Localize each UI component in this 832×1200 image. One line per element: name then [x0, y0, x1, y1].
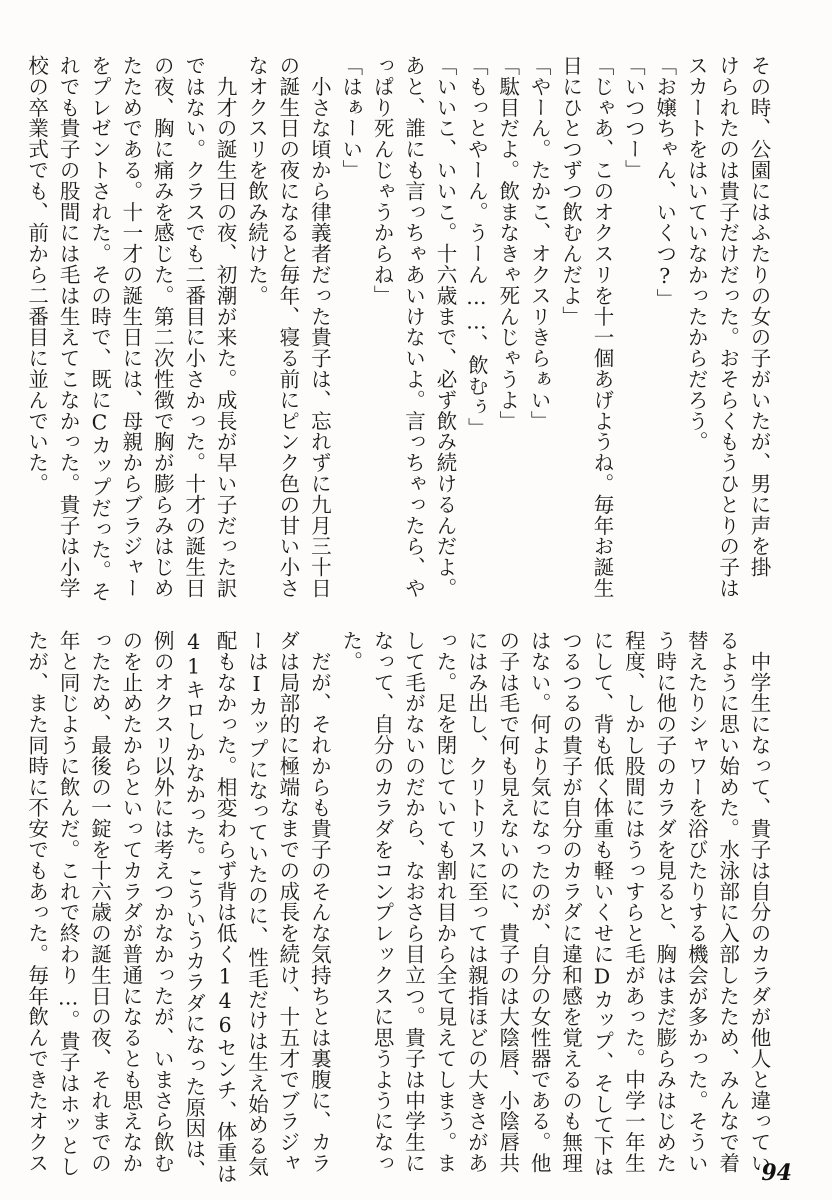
upper-text-block: その時、公園にはふたりの女の子がいたが、男に声を掛 けられたのは貴子だけだった。おそらくもうひとりの子は スカートをはいていなかったからだろう。 「お嬢ちゃん、いくつ?」 「いつつー」 「じゃあ、このオクスリを十一個あげようね。毎年お誕生 日にひとつずつ飲むんだよ」 「やーん。たかこ、オクスリきらぁい」 「駄目だよ。飲まなきゃ死んじゃうよ」 「もっとやーん。うーん……、飲むぅ」 「いいこ、いいこ。十六歳まで、必ず飲み続けるんだよ。 あと、誰にも言っちゃあいけないよ。言っちゃったら、や っぱり死んじゃうからね」 「はぁーい」 小さな頃から律義者だった貴子は、忘れずに九月三十日 の誕生日の夜になると毎年、寝る前にピンク色の甘い小さ なオクスリを飲み続けた。 九才の誕生日の夜、初潮が来た。成長が早い子だった訳 ではない。クラスでも二番目に小さかった。十才の誕生日 の夜、胸に痛みを感じた。第二次性徴で胸が膨らみはじめ たためである。十一才の誕生日には、母親からブラジャー をプレゼントされた。その時で、既にCカップだった。そ れでも貴子の股間には毛は生えてこなかった。貴子は小学 校の卒業式でも、前から二番目に並んでいた。 — [24, 55, 771, 602]
page-number: 94 — [761, 1160, 792, 1186]
lower-text-block: 中学生になって、貴子は自分のカラダが他人と違ってい るように思い始めた。水泳部に入部したため、みんなで着 替えたりシャワーを浴びたりする機会が多かった。そうい う時に他の子のカラダを見ると、胸はまだ膨らみはじめた 程度、しかし股間にはうっすらと毛があった。中学一年生 にして、背も低く体重も軽いくせにDカップ、そして下は つるつるの貴子が自分のカラダに違和感を覚えるのも無理 はない。何より気になったのが、自分の女性器である。他 の子は毛で何も見えないのに、貴子のは大陰唇、小陰唇共 にはみ出し、クリトリスに至っては親指ほどの大きさがあ った。足を閉じていても割れ目から全て見えてしまう。ま して毛がないのだから、なおさら目立つ。貴子は中学生に なって、自分のカラダをコンプレックスに思うようになっ た。 だが、それからも貴子のそんな気持ちとは裏腹に、カラ ダは局部的に極端なまでの成長を続け、十五才でブラジャ ーはIカップになっていたのに、性毛だけは生え始める気 配もなかった。相変わらず背は低く146センチ、体重は 41キロしかなかった。こういうカラダになった原因は、 例のオクスリ以外には考えつかなかったが、いまさら飲む のを止めたからといってカラダが普通になるとも思えなか ったため、最後の一錠を十六歳の誕生日の夜、それまでの 年と同じように飲んだ。これで終わり…。貴子はホッとし たが、また同時に不安でもあった。毎年飲んできたオクス — [24, 630, 771, 1184]
